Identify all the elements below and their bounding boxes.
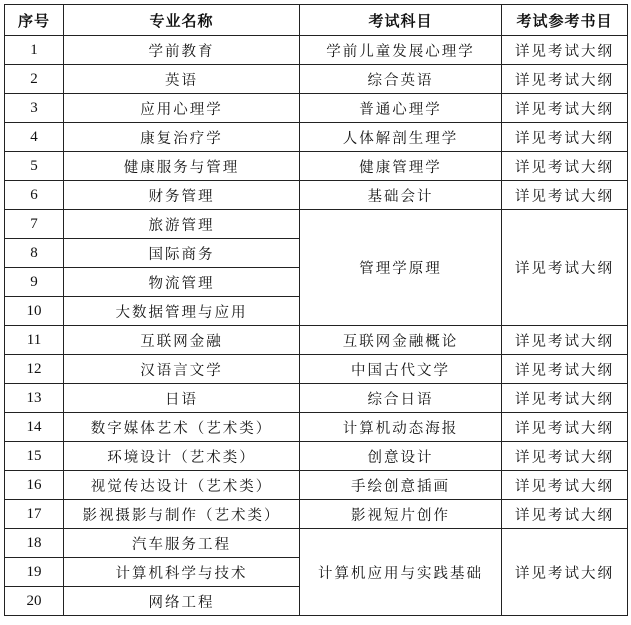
row-reference: 详见考试大纲 [502, 500, 628, 529]
table-row [5, 413, 628, 442]
row-reference: 详见考试大纲 [502, 442, 628, 471]
row-no: 14 [5, 413, 64, 442]
row-reference: 详见考试大纲 [502, 355, 628, 384]
row-major: 应用心理学 [64, 94, 300, 123]
row-major: 日语 [64, 384, 300, 413]
row-no: 4 [5, 123, 64, 152]
row-major: 计算机科学与技术 [64, 558, 300, 587]
row-no: 15 [5, 442, 64, 471]
row-major: 大数据管理与应用 [64, 297, 300, 326]
table-row [5, 529, 628, 558]
row-subject: 计算机应用与实践基础 [300, 529, 502, 616]
row-major: 财务管理 [64, 181, 300, 210]
row-reference: 详见考试大纲 [502, 529, 628, 616]
row-subject: 互联网金融概论 [300, 326, 502, 355]
row-subject: 综合英语 [300, 65, 502, 94]
row-subject: 管理学原理 [300, 210, 502, 326]
row-major: 影视摄影与制作（艺术类） [64, 500, 300, 529]
table-row [5, 152, 628, 181]
row-reference: 详见考试大纲 [502, 413, 628, 442]
table-row [5, 442, 628, 471]
row-major: 物流管理 [64, 268, 300, 297]
row-subject: 计算机动态海报 [300, 413, 502, 442]
row-major: 学前教育 [64, 36, 300, 65]
table-row [5, 181, 628, 210]
row-reference: 详见考试大纲 [502, 210, 628, 326]
row-reference: 详见考试大纲 [502, 326, 628, 355]
header-major: 专业名称 [64, 5, 300, 36]
row-reference: 详见考试大纲 [502, 152, 628, 181]
row-reference: 详见考试大纲 [502, 384, 628, 413]
row-no: 20 [5, 587, 64, 616]
row-major: 康复治疗学 [64, 123, 300, 152]
row-no: 6 [5, 181, 64, 210]
row-major: 健康服务与管理 [64, 152, 300, 181]
header-no: 序号 [5, 5, 64, 36]
row-subject: 普通心理学 [300, 94, 502, 123]
row-major: 旅游管理 [64, 210, 300, 239]
row-no: 9 [5, 268, 64, 297]
table-row [5, 65, 628, 94]
header-row [5, 5, 628, 36]
table-row [5, 94, 628, 123]
table-row [5, 384, 628, 413]
row-reference: 详见考试大纲 [502, 65, 628, 94]
row-no: 13 [5, 384, 64, 413]
row-no: 5 [5, 152, 64, 181]
table-row [5, 355, 628, 384]
row-subject: 健康管理学 [300, 152, 502, 181]
table-row [5, 36, 628, 65]
row-subject: 中国古代文学 [300, 355, 502, 384]
row-major: 互联网金融 [64, 326, 300, 355]
header-reference: 考试参考书目 [502, 5, 628, 36]
row-no: 18 [5, 529, 64, 558]
row-no: 17 [5, 500, 64, 529]
row-no: 12 [5, 355, 64, 384]
row-reference: 详见考试大纲 [502, 123, 628, 152]
row-no: 7 [5, 210, 64, 239]
table-row [5, 326, 628, 355]
table-row [5, 471, 628, 500]
row-subject: 基础会计 [300, 181, 502, 210]
row-major: 汉语言文学 [64, 355, 300, 384]
row-major: 国际商务 [64, 239, 300, 268]
row-no: 1 [5, 36, 64, 65]
row-no: 8 [5, 239, 64, 268]
row-subject: 影视短片创作 [300, 500, 502, 529]
row-major: 汽车服务工程 [64, 529, 300, 558]
row-no: 3 [5, 94, 64, 123]
row-major: 英语 [64, 65, 300, 94]
row-major: 数字媒体艺术（艺术类） [64, 413, 300, 442]
row-reference: 详见考试大纲 [502, 471, 628, 500]
row-reference: 详见考试大纲 [502, 36, 628, 65]
row-no: 11 [5, 326, 64, 355]
row-major: 视觉传达设计（艺术类） [64, 471, 300, 500]
table-row [5, 123, 628, 152]
row-subject: 学前儿童发展心理学 [300, 36, 502, 65]
majors-exam-table [4, 4, 628, 616]
row-major: 网络工程 [64, 587, 300, 616]
table-row [5, 210, 628, 239]
row-subject: 手绘创意插画 [300, 471, 502, 500]
row-major: 环境设计（艺术类） [64, 442, 300, 471]
row-reference: 详见考试大纲 [502, 94, 628, 123]
row-no: 2 [5, 65, 64, 94]
row-no: 10 [5, 297, 64, 326]
row-no: 19 [5, 558, 64, 587]
row-subject: 创意设计 [300, 442, 502, 471]
header-subject: 考试科目 [300, 5, 502, 36]
row-subject: 综合日语 [300, 384, 502, 413]
row-no: 16 [5, 471, 64, 500]
row-subject: 人体解剖生理学 [300, 123, 502, 152]
row-reference: 详见考试大纲 [502, 181, 628, 210]
table-row [5, 500, 628, 529]
